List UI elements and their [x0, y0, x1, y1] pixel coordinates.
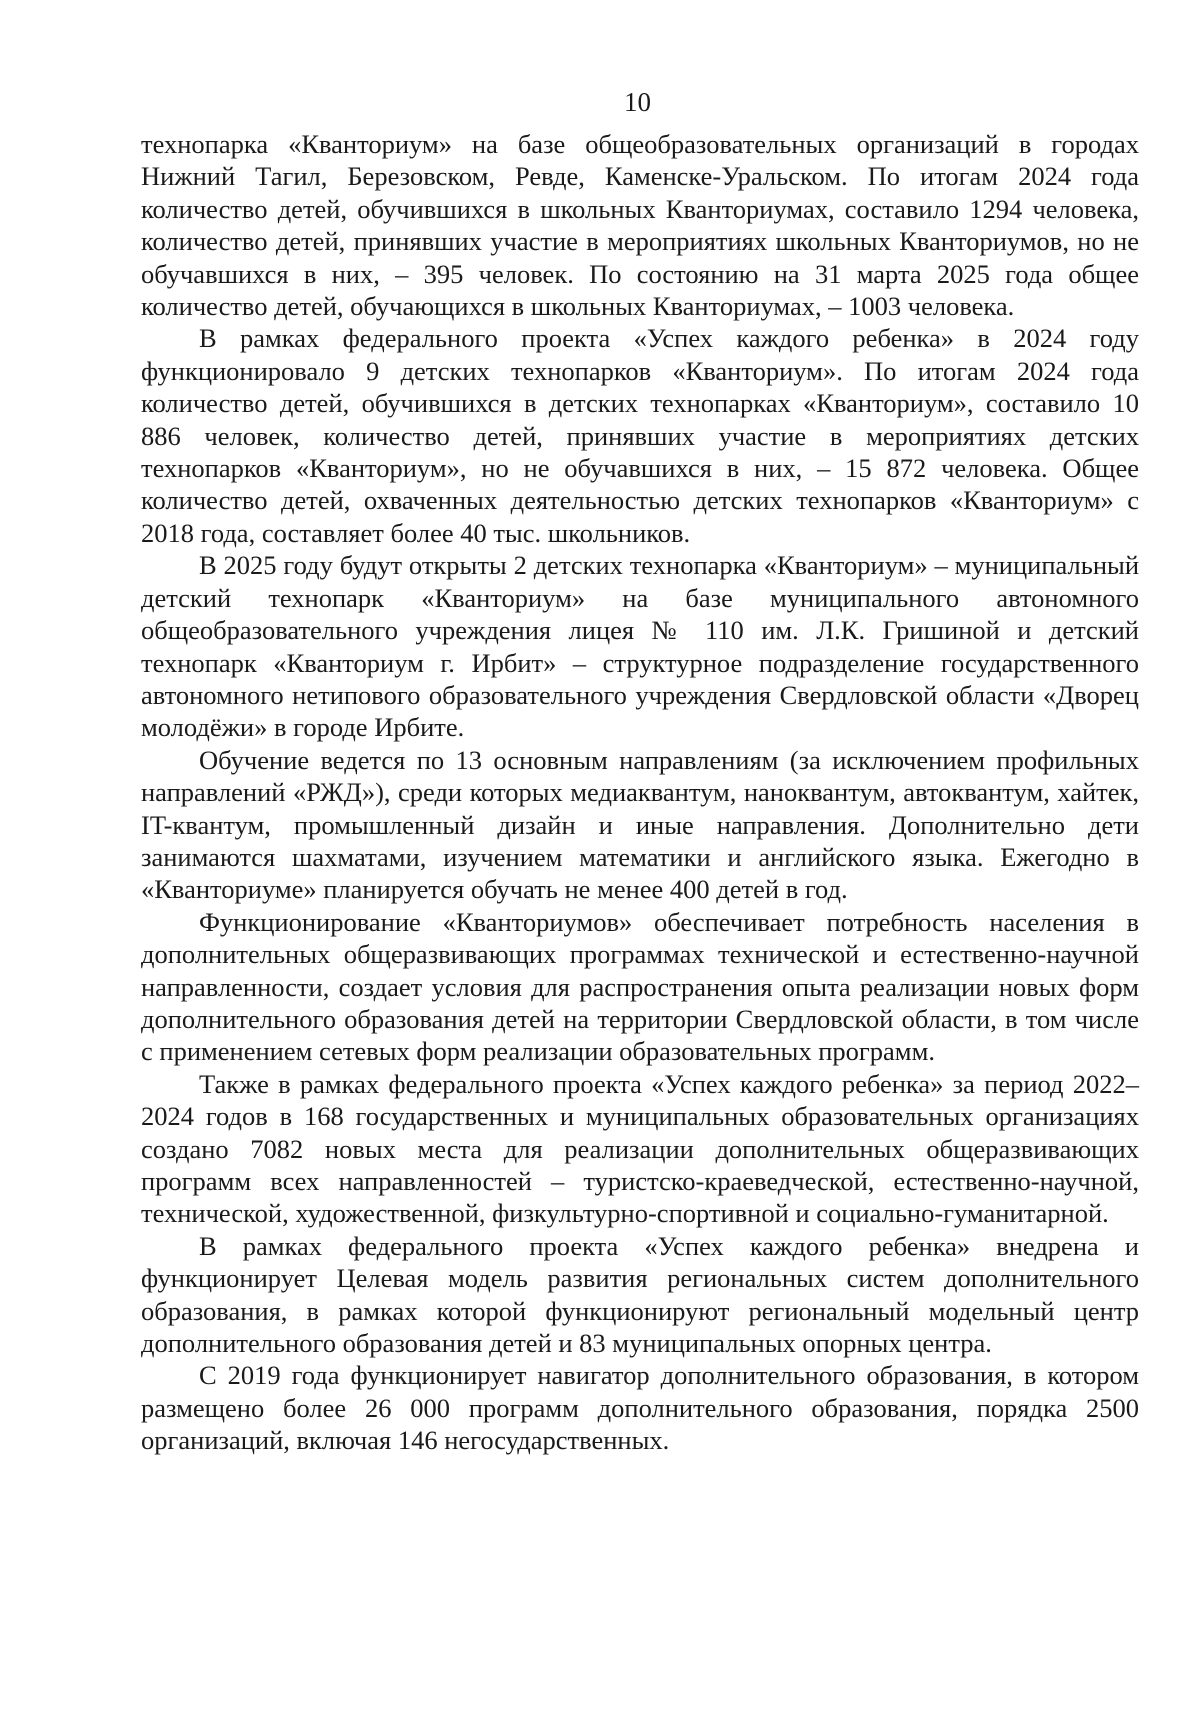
paragraph-kvantorium-2024: В рамках федерального проекта «Успех каждого ребенка» в 2024 году функционировало 9 детских технопарков «Кванториум». По итогам 2024 года количество детей, обучившихся в детских технопарках «Кванториум», составило 10 886 человек, количество детей, принявших участие в мероприятиях детских технопарков «Кванториум», но не обучавшихся в них, – 15 872 человека. Общее количество детей, охваченных деятельностью детских технопарков «Кванториум» с 2018 года, составляет более 40 тыс. школьников. [141, 323, 1139, 548]
paragraph-kvantorium-function: Функционирование «Кванториумов» обеспечивает потребность населения в дополнительных общеразвивающих программах технической и естественно-научной направленности, создает условия для распространения опыта реализации новых форм дополнительного образования детей на территории Свердловской области, в том числе с применением сетевых форм реализации образовательных программ. [141, 906, 1139, 1067]
paragraph-continuation: технопарка «Кванториум» на базе общеобразовательных организаций в городах Нижний Тагил, Березовском, Ревде, Каменске-Уральском. По итогам 2024 года количество детей, обучившихся в школьных Кванториумах, составило 1294 человека, количество детей, принявших участие в мероприятиях школьных Кванториумов, но не обучавшихся в них, – 395 человек. По состоянию на 31 марта 2025 года общее количество детей, обучающихся в школьных Кванториумах, – 1003 человека. [141, 129, 1139, 322]
page-number: 10 [624, 87, 651, 117]
paragraph-kvantorium-2025: В 2025 году будут открыты 2 детских технопарка «Кванториум» – муниципальный детский технопарк «Кванториум» на базе муниципального автономного общеобразовательного учреждения лицея № 110 им. Л.К. Гришиной и детский технопарк «Кванториум г. Ирбит» – структурное подразделение государственного автономного нетипового образовательного учреждения Свердловской области «Дворец молодёжи» в городе Ирбите. [141, 550, 1139, 743]
paragraph-new-places: Также в рамках федерального проекта «Успех каждого ребенка» за период 2022–2024 годов в 168 государственных и муниципальных образовательных организациях создано 7082 новых места для реализации дополнительных общеразвивающих программ всех направленностей – туристско-краеведческой, естественно-научной, технической, художественной, физкультурно-спортивной и социально-гуманитарной. [141, 1068, 1139, 1229]
document-body [141, 128, 1139, 1457]
paragraph-target-model: В рамках федерального проекта «Успех каждого ребенка» внедрена и функционирует Целевая модель развития региональных систем дополнительного образования, в рамках которой функционируют региональный модельный центр дополнительного образования детей и 83 муниципальных опорных центра. [141, 1230, 1139, 1359]
paragraph-navigator: С 2019 года функционирует навигатор дополнительного образования, в котором размещено более 26 000 программ дополнительного образования, порядка 2500 организаций, включая 146 негосударственных. [141, 1360, 1139, 1456]
paragraph-training-directions: Обучение ведется по 13 основным направлениям (за исключением профильных направлений «РЖД»), среди которых медиаквантум, наноквантум, автоквантум, хайтек, IT-квантум, промышленный дизайн и иные направления. Дополнительно дети занимаются шахматами, изучением математики и английского языка. Ежегодно в «Кванториуме» планируется обучать не менее 400 детей в год. [141, 744, 1139, 905]
